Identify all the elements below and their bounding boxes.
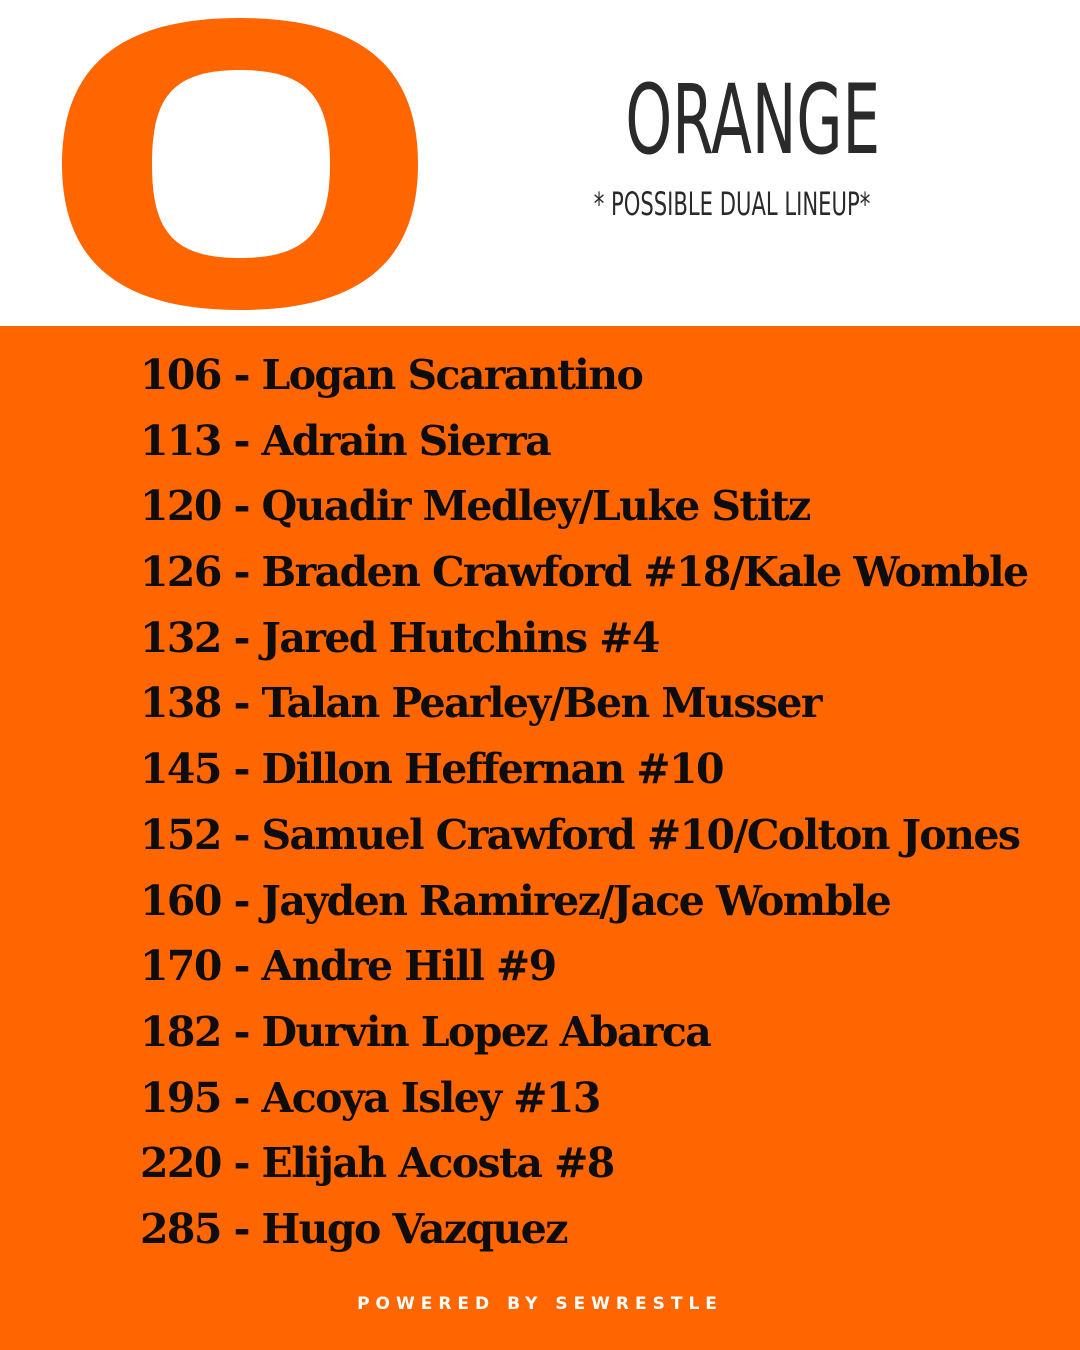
lineup-item: 132 - Jared Hutchins #4 — [140, 613, 659, 662]
header — [0, 0, 1080, 326]
lineup-item: 120 - Quadir Medley/Luke Stitz — [140, 482, 810, 531]
lineup-item: 195 - Acoya Isley #13 — [140, 1073, 600, 1122]
lineup-item: 220 - Elijah Acosta #8 — [140, 1139, 614, 1188]
lineup-list — [140, 344, 1060, 1264]
lineup-item: 152 - Samuel Crawford #10/Colton Jones — [140, 810, 1020, 859]
lineup-item: 138 - Talan Pearley/Ben Musser — [140, 679, 821, 728]
lineup-item: 145 - Dillon Heffernan #10 — [140, 745, 723, 794]
lineup-panel — [0, 326, 1080, 1350]
lineup-item: 170 - Andre Hill #9 — [140, 942, 556, 991]
lineup-item: 160 - Jayden Ramirez/Jace Womble — [140, 876, 891, 925]
page-title: ORANGE — [625, 64, 881, 176]
lineup-item: 113 - Adrain Sierra — [140, 416, 551, 465]
powered-by-footer: POWERED BY SEWRESTLE — [357, 1294, 723, 1314]
lineup-item: 285 - Hugo Vazquez — [140, 1204, 567, 1253]
lineup-item: 182 - Durvin Lopez Abarca — [140, 1007, 711, 1056]
lineup-item: 126 - Braden Crawford #18/Kale Womble — [140, 548, 1028, 597]
team-o-logo — [62, 18, 418, 310]
lineup-item: 106 - Logan Scarantino — [140, 351, 643, 399]
page-subtitle: * POSSIBLE DUAL LINEUP* — [593, 185, 871, 223]
